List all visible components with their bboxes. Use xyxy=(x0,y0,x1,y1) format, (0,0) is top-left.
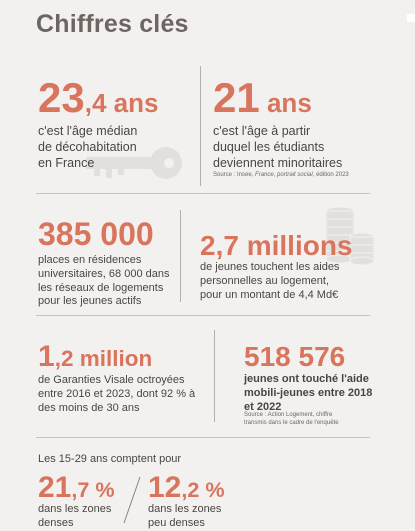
stat-age-median-value: 23,4 ans xyxy=(38,74,159,121)
stat-age-minor-source: Source : Insee, France, portrait social, édition 2023 xyxy=(213,172,349,178)
stat-aides-value: 2,7 millions xyxy=(200,230,353,261)
stat-mobili-value: 518 576 xyxy=(244,341,346,372)
divider xyxy=(36,193,370,194)
zone-peu-dense-text: dans les zones peu denses xyxy=(148,503,222,529)
zone-peu-dense-value: 12,2 % xyxy=(148,471,225,504)
stat-aides-text: de jeunes touchent les aides personnelles au logement, pour un montant de 4,4 Md€ xyxy=(200,261,340,301)
divider xyxy=(36,437,370,438)
zone-dense-value: 21,7 % xyxy=(38,471,115,504)
zone-dense-text: dans les zones denses xyxy=(38,503,112,529)
stat-age-minor-text: c'est l'âge à partir duquel les étudiants deviennent minoritaires xyxy=(213,124,343,170)
divider xyxy=(200,66,201,186)
stat-mobili-source: Source : Action Logement, chiffre transmis dans le cadre de l'enquête xyxy=(244,412,339,426)
divider xyxy=(36,315,370,316)
divider xyxy=(214,330,215,422)
stat-places-value: 385 000 xyxy=(38,216,154,252)
zones-intro: Les 15-29 ans comptent pour xyxy=(38,453,182,465)
slash-separator xyxy=(120,475,144,525)
stat-age-minor-value: 21 ans xyxy=(213,74,312,121)
page-title: Chiffres clés xyxy=(36,10,189,38)
corner-mark xyxy=(407,14,415,22)
divider xyxy=(180,210,181,302)
stat-visale-text: de Garanties Visale octroyées entre 2016 et 2023, dont 92 % à des moins de 30 ans xyxy=(38,374,196,414)
stat-visale-value: 1,2 million xyxy=(38,340,153,373)
stat-places-text: places en résidences universitaires, 68 000 dans les réseaux de logements pour les jeunes actifs xyxy=(38,254,170,308)
stat-mobili-text: jeunes ont touché l'aide mobili-jeunes entre 2018 et 2022 xyxy=(244,373,373,413)
stat-age-median-text: c'est l'âge médian de décohabitation en France xyxy=(38,124,138,170)
